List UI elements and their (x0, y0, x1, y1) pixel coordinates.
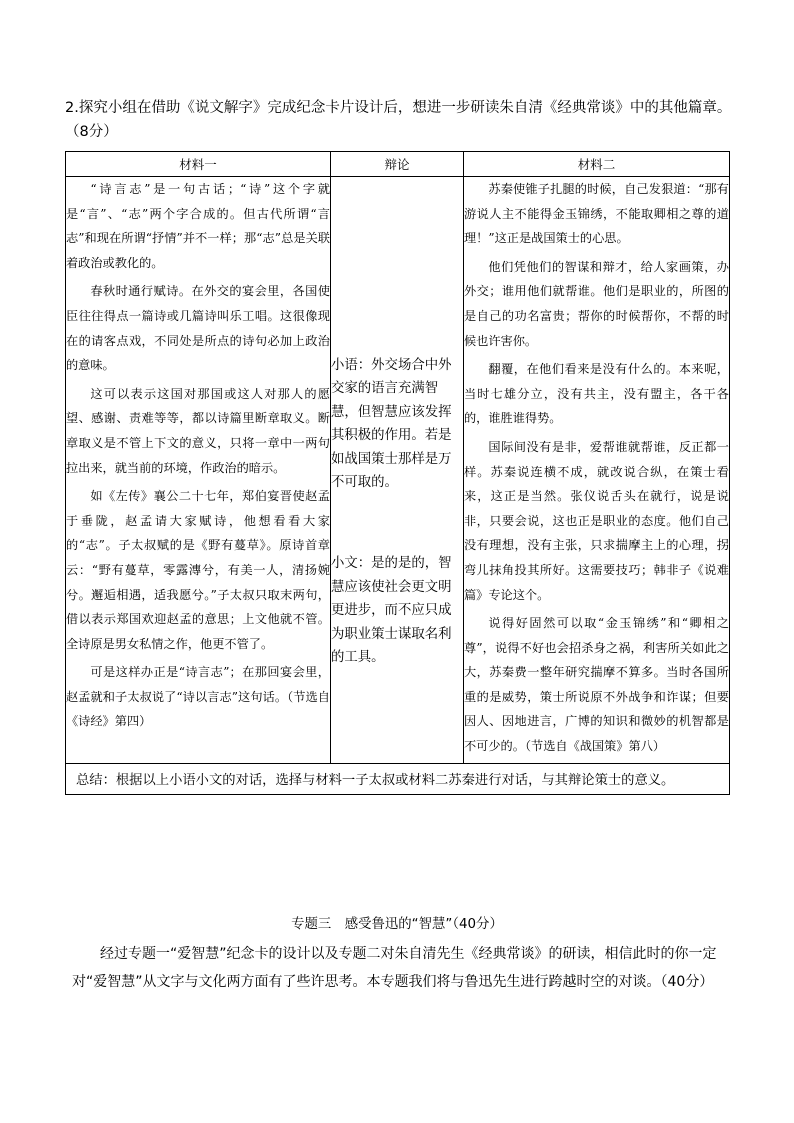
question-title: 2.探究小组在借助《说文解字》完成纪念卡片设计后，想进一步研读朱自清《经典常谈》中的其他篇章。（8分） (65, 100, 732, 140)
material-2-paragraph: 他们凭他们的智谋和辩才，给人家画策，办外交；谁用他们就帮谁。他们是职业的，所图的是自己的功名富贵；帮你的时候帮你，不帮的时候也许害你。 (464, 259, 729, 348)
material-1-paragraph: 如《左传》襄公二十七年，郑伯宴晋使赵孟于垂陇，赵孟请大家赋诗，他想看看大家的“志”。子太叔赋的是《野有蔓草》。原诗首章云：“野有蔓草，零露漙兮，有美一人，清扬婉兮。邂逅相遇，适我愿兮。”子太叔只取末两句，借以表示郑国欢迎赵孟的意思；上文他就不管。全诗原是男女私情之作，他更不管了。 (66, 489, 330, 651)
material-1-paragraph: “诗言志”是一句古话；“诗”这个字就是“言”、“志”两个字合成的。但古代所谓“言志”和现在所谓“抒情”并不一样；那“志”总是关联着政治或教化的。 (66, 182, 330, 270)
summary-row (66, 763, 730, 794)
header-material-1: 材料一 (66, 152, 331, 177)
materials-table (65, 151, 730, 795)
material-1-paragraph: 可是这样办正是“诗言志”；在那回宴会里，赵孟就和子太叔说了“诗以言志”这句话。（节选自《诗经》第四） (66, 665, 330, 729)
material-2-cell (464, 177, 730, 764)
material-2-paragraph: 苏秦使锥子扎腿的时候，自己发狠道：“那有游说人主不能得金玉锦绣，不能取卿相之尊的道理！”这正是战国策士的心思。 (464, 182, 729, 246)
topic-heading: 专题三 感受鲁迅的“智慧”（40分） (291, 917, 503, 932)
header-material-2: 材料二 (464, 152, 730, 177)
table-header-row (66, 152, 730, 177)
table-content-row (66, 177, 730, 764)
material-2-paragraph: 翻覆，在他们看来是没有什么的。本来呢，当时七雄分立，没有共主，没有盟主，各干各的，谁胜谁得势。 (464, 362, 729, 426)
debate-xiaowen: 小文：是的是的，智慧应该使社会更文明更进步，而不应只成为职业策士谋取名利的工具。 (331, 556, 452, 666)
debate-xiaoyu: 小语：外交场合中外交家的语言充满智慧，但智慧应该发挥其积极的作用。若是如战国策士那样是万不可取的。 (331, 358, 452, 491)
material-1-cell (66, 177, 331, 764)
summary-text: 总结：根据以上小语小文的对话，选择与材料一子太叔或材料二苏秦进行对话，与其辩论策士的意义。 (66, 763, 730, 794)
header-debate: 辩论 (331, 152, 464, 177)
material-2-paragraph: 说得好固然可以取“金玉锦绣”和“卿相之尊”，说得不好也会招杀身之祸，利害所关如此之大，苏秦费一整年研究揣摩不算多。当时各国所重的是威势，策士所说原不外战争和诈谋；但要因人、因地进言，广博的知识和微妙的机智都是不可少的。（节选自《战国策》第八） (464, 616, 729, 754)
debate-cell (331, 177, 464, 764)
material-1-paragraph: 这可以表示这国对那国或这人对那人的愿望、感谢、责难等等，都以诗篇里断章取义。断章取义是不管上下文的意义，只将一章中一两句拉出来，就当前的环境，作政治的暗示。 (66, 386, 330, 475)
material-2-paragraph: 国际间没有是非，爱帮谁就帮谁，反正都一样。苏秦说连横不成，就改说合纵，在策士看来，这正是当然。张仪说舌头在就行，说是说非，只要会说，这也正是职业的态度。他们自己没有理想，没有主张，只求揣摩主上的心理，拐弯儿抹角投其所好。这需要技巧；韩非子《说难篇》专论这个。 (464, 439, 729, 602)
topic-intro: 经过专题一“爱智慧”纪念卡的设计以及专题二对朱自清先生《经典常谈》的研读，相信此时的你一定对“爱智慧”从文字与文化两方面有了些许思考。本专题我们将与鲁迅先生进行跨越时空的对谈。（40分） (72, 946, 717, 990)
material-1-paragraph: 春秋时通行赋诗。在外交的宴会里，各国使臣往往得点一篇诗或几篇诗叫乐工唱。这很像现在的请客点戏，不同处是所点的诗句必加上政治的意味。 (66, 284, 330, 373)
